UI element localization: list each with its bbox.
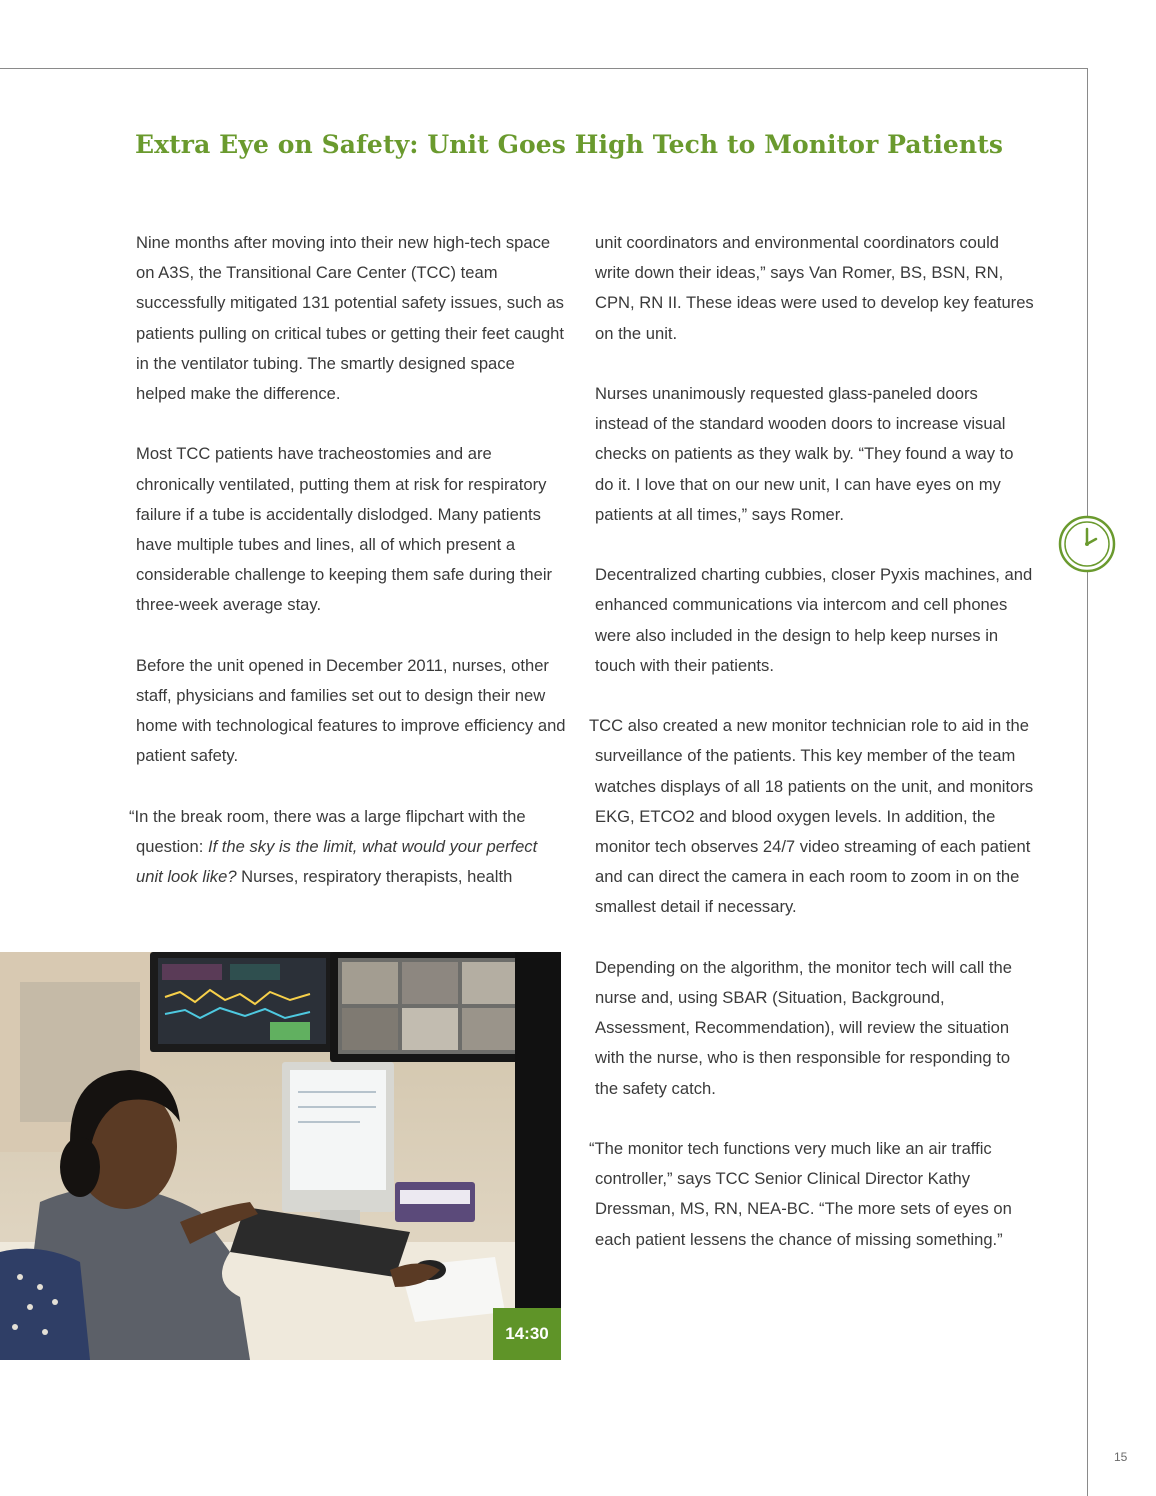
page-number: 15 <box>1114 1450 1128 1464</box>
left-paragraph-2: Most TCC patients have tracheostomies and are chronically ventilated, putting them at risk for respiratory failure if a tube is accidentally dislodged. Many patients have multiple tubes and lines, all of which present a considerable challenge to keeping them safe during their three-week average stay. <box>136 444 553 615</box>
right-paragraph-4: TCC also created a new monitor technician role to aid in the surveillance of the patients. This key member of the team watches displays of all 18 patients on the unit, and monitors EKG, ETCO2 and blood oxygen levels. In addition, the monitor tech observes 24/7 video streaming of each patient and can direct the camera in each room to zoom in on the smallest detail if necessary. <box>589 716 1034 917</box>
article-right-column <box>589 228 1035 1285</box>
right-paragraph-2: Nurses unanimously requested glass-paneled doors instead of the standard wooden doors to increase visual checks on patients as they walk by. “They found a way to do it. I love that on our new unit, I can have eyes on my patients at all times,” says Romer. <box>595 384 1014 524</box>
time-badge: 14:30 <box>493 1308 561 1360</box>
photo-illustration <box>0 952 561 1360</box>
right-paragraph-1: unit coordinators and environmental coordinators could write down their ideas,” says Van Romer, BS, BSN, RN, CPN, RN II. These ideas were used to develop key features on the unit. <box>595 233 1034 343</box>
left-paragraph-1: Nine months after moving into their new high-tech space on A3S, the Transitional Care Center (TCC) team successfully mitigated 131 potential safety issues, such as patients pulling on critical tubes or getting their feet caught in the ventilator tubing. The smartly designed space helped make the difference. <box>136 233 565 404</box>
quote-text-start: “In the break room, there was a large flipchart with the question: <box>129 806 526 857</box>
right-paragraph-6-quote: “The monitor tech functions very much like an air traffic controller,” says TCC Senior Clinical Director Kathy Dressman, MS, RN, NEA-BC. “The more sets of eyes on each patient lessens the chance of missing something.” <box>589 1139 1012 1249</box>
quote-text-end: Nurses, respiratory therapists, health <box>236 867 513 887</box>
left-paragraph-4-quote <box>129 802 566 893</box>
monitor-technician-photo <box>0 952 561 1360</box>
left-paragraph-3: Before the unit opened in December 2011, nurses, other staff, physicians and families set out to design their new home with technological features to improve efficiency and patient safety. <box>136 655 566 766</box>
right-paragraph-3: Decentralized charting cubbies, closer Pyxis machines, and enhanced communications via intercom and cell phones were also included in the design to help keep nurses in touch with their patients. <box>595 565 1033 675</box>
quote-question-italic: If the sky is the limit, what would your perfect unit look like? <box>136 837 538 887</box>
article-title: Extra Eye on Safety: Unit Goes High Tech to Monitor Patients <box>135 130 1004 159</box>
article-left-column <box>129 228 566 923</box>
page-frame-top-rule <box>0 68 1088 69</box>
clock-icon <box>1058 515 1116 573</box>
right-paragraph-5: Depending on the algorithm, the monitor tech will call the nurse and, using SBAR (Situation, Background, Assessment, Recommendation), will review the situation with the nurse, who is then responsible for responding to the safety catch. <box>595 957 1012 1098</box>
page-frame-right-rule <box>1087 68 1088 1496</box>
